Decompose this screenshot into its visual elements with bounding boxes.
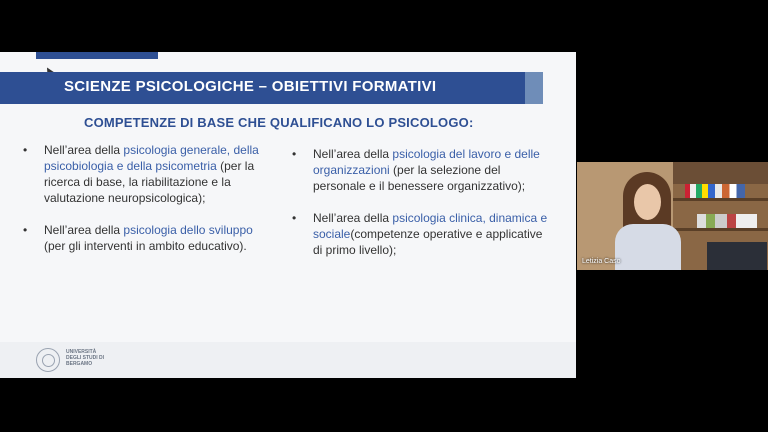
list-item <box>292 210 548 258</box>
video-monitor <box>707 242 767 270</box>
slide-subtitle: COMPETENZE DI BASE CHE QUALIFICANO LO PSICOLOGO: <box>84 115 474 130</box>
item-suffix: (competenze operative e applicative di primo livello); <box>313 227 543 257</box>
left-column <box>23 142 274 270</box>
bullet-icon: • <box>292 147 297 161</box>
item-prefix: Nell’area della <box>313 211 393 225</box>
university-logo-text: UNIVERSITÀ DEGLI STUDI DI BERGAMO <box>66 349 105 367</box>
video-books <box>685 184 745 198</box>
list-item <box>23 222 274 254</box>
slide-title-accent <box>525 72 543 104</box>
item-highlight: psicologia generale, della psicobiologia e della psicometria <box>44 143 259 173</box>
university-seal-icon <box>36 348 60 372</box>
item-highlight: psicologia del lavoro e delle organizzazioni <box>313 147 540 177</box>
participant-name-label: Letizia Caso <box>582 258 621 265</box>
bullet-icon: • <box>23 143 28 157</box>
participant-body <box>615 224 681 270</box>
bullet-icon: • <box>23 223 28 237</box>
item-prefix: Nell’area della <box>313 147 393 161</box>
slide-top-accent-bar <box>36 52 158 59</box>
slide-title: SCIENZE PSICOLOGICHE – OBIETTIVI FORMATIVI <box>64 78 437 95</box>
video-shelf-board <box>673 228 768 231</box>
participant-video-tile[interactable] <box>577 162 768 270</box>
list-item <box>23 142 274 206</box>
presentation-slide <box>0 52 576 378</box>
list-item <box>292 146 548 194</box>
video-books <box>697 214 757 228</box>
video-shelf-board <box>673 198 768 201</box>
item-highlight: psicologia clinica, dinamica e sociale <box>313 211 548 241</box>
item-suffix: (per la ricerca di base, la riabilitazione e la valutazione neuropsicologica); <box>44 159 255 205</box>
item-prefix: Nell’area della <box>44 223 124 237</box>
item-highlight: psicologia dello sviluppo <box>123 223 253 237</box>
bullet-icon: • <box>292 211 297 225</box>
item-suffix: (per la selezione del personale e il benessere organizzativo); <box>313 163 526 193</box>
item-suffix: (per gli interventi in ambito educativo). <box>44 239 247 253</box>
participant-face <box>634 184 661 220</box>
right-column <box>292 146 548 274</box>
item-prefix: Nell’area della <box>44 143 124 157</box>
